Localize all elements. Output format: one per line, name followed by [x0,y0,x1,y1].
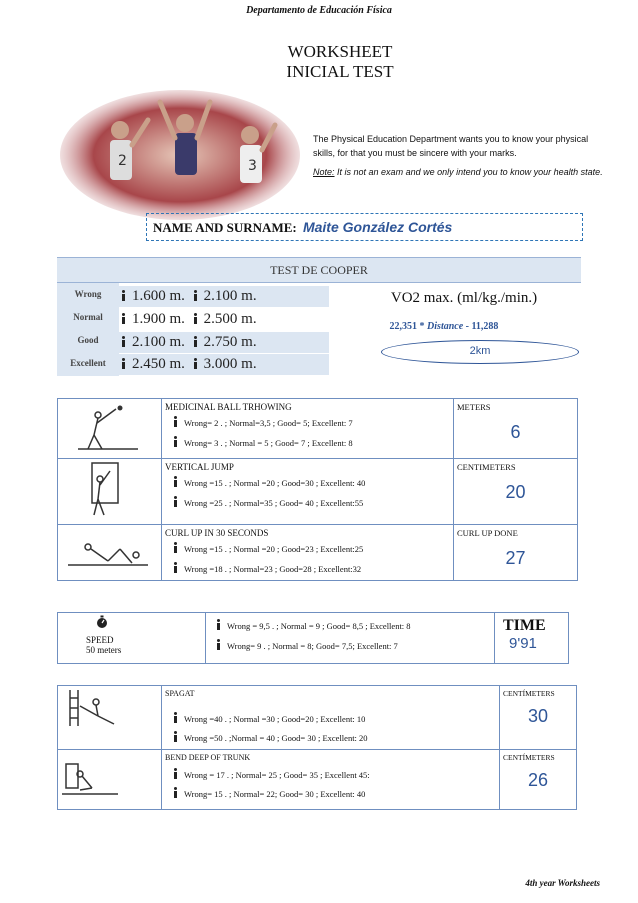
vertical-jump-illustration [58,459,158,521]
formula-part: 22,351 * [389,321,425,332]
distance-girls: 1.900 m. [132,311,185,327]
flexibility-tests-table [57,685,577,810]
girls-scale [173,542,450,558]
girls-scale [173,476,450,492]
person-icon [173,436,178,447]
level-normal: Normal [73,312,103,322]
result-cell[interactable] [500,750,577,810]
vertical-jump-picture [58,459,162,525]
result-cell[interactable] [495,613,569,664]
test-description [162,525,454,581]
test-name: MEDICINAL BALL TRHOWING [165,402,292,412]
result-cell[interactable] [454,525,578,581]
distance-row-wrong [119,286,329,307]
distance-girls: 2.450 m. [132,356,185,372]
result-value: 6 [510,422,521,442]
table-row [58,686,577,750]
title-line-1: WORKSHEET [287,42,393,61]
stopwatch-icon [94,615,110,629]
result-value: 30 [527,706,549,726]
intro-text [313,132,603,184]
girls-scale [173,712,496,731]
note-text: It is not an exam and we only intend you to know your health state. [337,167,603,177]
result-cell[interactable] [454,459,578,525]
page-title [240,42,440,82]
person-icon [173,768,178,779]
boys-scale [173,496,450,512]
scale-text: Wrong= 2 . ; Normal=3,5 ; Good= 5; Excellent: 7 [184,418,353,428]
name-field[interactable] [146,213,583,241]
person-icon [216,639,221,650]
test-name: BEND DEEP OF TRUNK [165,753,251,762]
girls-scale [216,619,490,639]
scale-text: Wrong= 9 . ; Normal = 8; Good= 7,5; Excellent: 7 [227,641,398,651]
person-icon [173,562,178,573]
vo2-label: VO2 max. (ml/kg./min.) [390,290,538,306]
level-excellent: Excellent [70,358,106,368]
bend-trunk-illustration [58,750,146,806]
person-icon [173,476,178,487]
test-description [162,459,454,525]
distance-row-normal [119,309,329,330]
person-icon [173,496,178,507]
runners-photo [60,90,300,220]
distance-boys: 2.500 m. [203,311,257,327]
person-icon [173,542,178,553]
table-row [58,613,569,664]
test-description [162,686,500,750]
curl-up-picture [58,525,162,581]
svg-text:2: 2 [118,153,127,169]
person-icon [121,336,126,347]
bend-trunk-picture [58,750,162,810]
formula-part: - 11,288 [465,321,499,332]
person-icon [173,712,178,723]
person-icon [173,787,178,798]
result-unit: CENTÍMETERS [503,753,555,762]
scale-text: Wrong= 15 . ; Normal= 22; Good= 30 ; Excellent: 40 [184,789,366,799]
scale-text: Wrong =40 . ; Normal =30 ; Good=20 ; Excellent: 10 [184,714,366,724]
table-row [58,525,578,581]
boys-scale [216,639,490,657]
vo2-formula [327,321,561,332]
table-row [58,399,578,459]
scale-text: Wrong =15 . ; Normal =20 ; Good=30 ; Excellent: 40 [184,478,366,488]
name-value: Maite González Cortés [302,219,453,235]
person-icon [173,731,178,742]
speed-label: SPEED [86,635,114,645]
table-row [58,459,578,525]
person-icon [193,313,198,324]
distance-girls: 1.600 m. [132,288,185,304]
speed-distance: 50 meters [86,645,122,655]
girls-scale [173,416,450,432]
scale-text: Wrong =50 . ;Normal = 40 ; Good= 30 ; Excellent: 20 [184,733,368,743]
intro-note [313,165,603,179]
spagat-illustration [58,686,146,746]
test-description [162,750,500,810]
distance-boys: 3.000 m. [203,356,257,372]
scale-text: Wrong =25 . ; Normal=35 ; Good= 40 ; Excellent:55 [184,498,364,508]
scale-text: Wrong = 9,5 . ; Normal = 9 ; Good= 8,5 ; Excellent: 8 [227,621,411,631]
result-unit: TIME [503,617,546,634]
scale-text: Wrong =15 . ; Normal =20 ; Good=23 ; Excellent:25 [184,544,364,554]
ball-throw-illustration [58,399,158,455]
page-footer: 4th year Worksheets [525,878,600,888]
distance-boys: 2.750 m. [203,334,257,350]
test-name: CURL UP IN 30 SECONDS [165,528,269,538]
cooper-test-table [57,257,581,375]
person-icon [121,290,126,301]
result-unit: CURL UP DONE [457,528,518,538]
intro-paragraph: The Physical Education Department wants you to know your physical skills, for that you must be sincere with your marks. [313,134,589,158]
result-value: 27 [505,548,526,568]
spagat-picture [58,686,162,750]
girls-scale [173,768,496,787]
person-icon [216,619,221,630]
person-icon [121,313,126,324]
svg-text:3: 3 [248,158,257,174]
boys-scale [173,562,450,578]
speed-test-table [57,612,569,664]
title-line-2: INICIAL TEST [286,62,394,81]
result-value: 9'91 [509,635,537,652]
distance-row-good [119,332,329,353]
result-cell[interactable] [454,399,578,459]
person-icon [193,336,198,347]
distance-row-excellent [119,354,329,375]
table-row [58,750,577,810]
curl-up-illustration [58,525,158,577]
distance-boys: 2.100 m. [203,288,257,304]
test-name: VERTICAL JUMP [165,462,234,472]
cooper-result[interactable]: 2km [381,340,579,364]
person-icon [193,290,198,301]
scale-text: Wrong = 17 . ; Normal= 25 ; Good= 35 ; Excellent 45: [184,770,370,780]
scale-text: Wrong= 3 . ; Normal = 5 ; Good= 7 ; Excellent: 8 [184,438,353,448]
result-cell[interactable] [500,686,577,750]
level-wrong: Wrong [74,289,102,299]
distance-girls: 2.100 m. [132,334,185,350]
test-name: SPAGAT [165,689,195,698]
result-unit: CENTIMETERS [457,462,516,472]
person-icon [121,358,126,369]
person-icon [193,358,198,369]
result-unit: METERS [457,402,491,412]
result-value: 26 [527,770,549,790]
ball-throw-picture [58,399,162,459]
strength-tests-table [57,398,578,581]
cooper-levels [57,283,119,376]
note-label: Note: [313,167,335,177]
boys-scale [173,436,450,452]
speed-label-cell [58,613,206,664]
boys-scale [173,787,496,803]
name-label: NAME AND SURNAME: [153,220,297,235]
formula-variable: Distance [427,321,464,332]
speed-scales [206,613,495,664]
test-description [162,399,454,459]
cooper-title: TEST DE COOPER [57,258,581,283]
scale-text: Wrong =18 . ; Normal=23 ; Good=28 ; Excellent:32 [184,564,362,574]
boys-scale [173,731,496,747]
level-good: Good [77,335,99,345]
result-value: 20 [505,482,526,502]
result-unit: CENTÍMETERS [503,689,555,698]
department-header: Departamento de Educación Física [246,5,392,16]
person-icon [173,416,178,427]
